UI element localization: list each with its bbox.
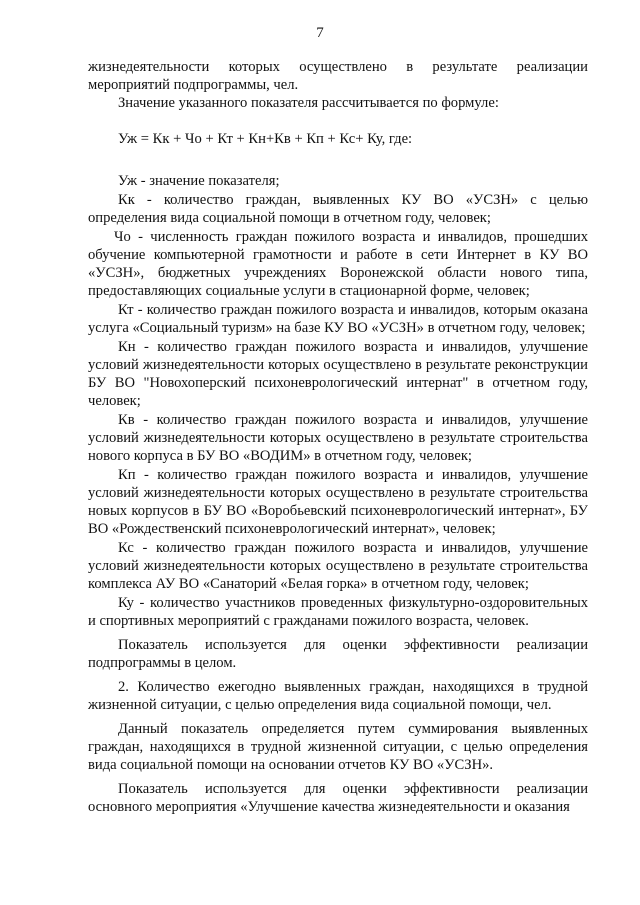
usage-paragraph-subprogram: Показатель используется для оценки эффективности реализации подпрограммы в целом. — [88, 637, 588, 671]
continuation-paragraph: жизнедеятельности которых осуществлено в результате реализации мероприятий подпрограммы, чел. — [88, 59, 588, 93]
indicator-2-heading: 2. Количество ежегодно выявленных граждан, находящихся в трудной жизненной ситуации, с целью определения вида социальной помощи, чел. — [88, 679, 588, 713]
formula-intro: Значение указанного показателя рассчитывается по формуле: — [118, 95, 499, 111]
definition-kv: Кв - количество граждан пожилого возраста и инвалидов, улучшение условий жизнедеятельности которых осуществлено в результате строительства нового корпуса в БУ ВО «ВОДИМ» в отчетном году, человек; — [88, 412, 588, 464]
formula: Уж = Кк + Чо + Кт + Кн+Кв + Кп + Кс+ Ку, где: — [118, 131, 413, 147]
definition-kn: Кн - количество граждан пожилого возраста и инвалидов, улучшение условий жизнедеятельности которых осуществлено в результате реконструкции БУ ВО "Новохоперский психоневрологический интернат" в отчетном году, человек; — [88, 339, 588, 409]
definition-kk: Кк - количество граждан, выявленных КУ ВО «УСЗН» с целью определения вида социальной помощи в отчетном году, человек; — [88, 192, 588, 226]
definition-kt: Кт - количество граждан пожилого возраста и инвалидов, которым оказана услуга «Социальный туризм» на базе КУ ВО «УСЗН» в отчетном году, человек; — [88, 302, 588, 336]
definition-ku: Ку - количество участников проведенных физкультурно-оздоровительных и спортивных мероприятий с гражданами пожилого возраста, человек. — [88, 595, 588, 629]
definition-cho: Чо - численность граждан пожилого возраста и инвалидов, прошедших обучение компьютерной грамотности и работе в сети Интернет в КУ ВО «УСЗН», бюджетных учреждениях Воронежской области нового типа, предоставляющих социальные услуги в стационарной форме, человек; — [88, 229, 588, 299]
definition-kp: Кп - количество граждан пожилого возраста и инвалидов, улучшение условий жизнедеятельности которых осуществлено в результате строительства новых корпусов в БУ ВО «Воробьевский психоневрологический интернат», БУ ВО «Рождественский психоневрологический интернат», человек; — [88, 467, 588, 537]
indicator-2-method: Данный показатель определяется путем суммирования выявленных граждан, находящихся в трудной жизненной ситуации, с целью определения вида социальной помощи на основании отчетов КУ ВО «УСЗН». — [88, 721, 588, 773]
definition-ks: Кс - количество граждан пожилого возраста и инвалидов, улучшение условий жизнедеятельности которых осуществлено в результате строительства комплекса АУ ВО «Санаторий «Белая горка» в отчетном году, человек; — [88, 540, 588, 592]
page-number: 7 — [316, 25, 324, 41]
document-body — [88, 58, 588, 816]
definitions-list — [88, 172, 588, 630]
usage-paragraph-main-activity: Показатель используется для оценки эффективности реализации основного мероприятия «Улучшение качества жизнедеятельности и оказания — [88, 781, 588, 815]
definition-uzh: Уж - значение показателя; — [118, 173, 280, 189]
